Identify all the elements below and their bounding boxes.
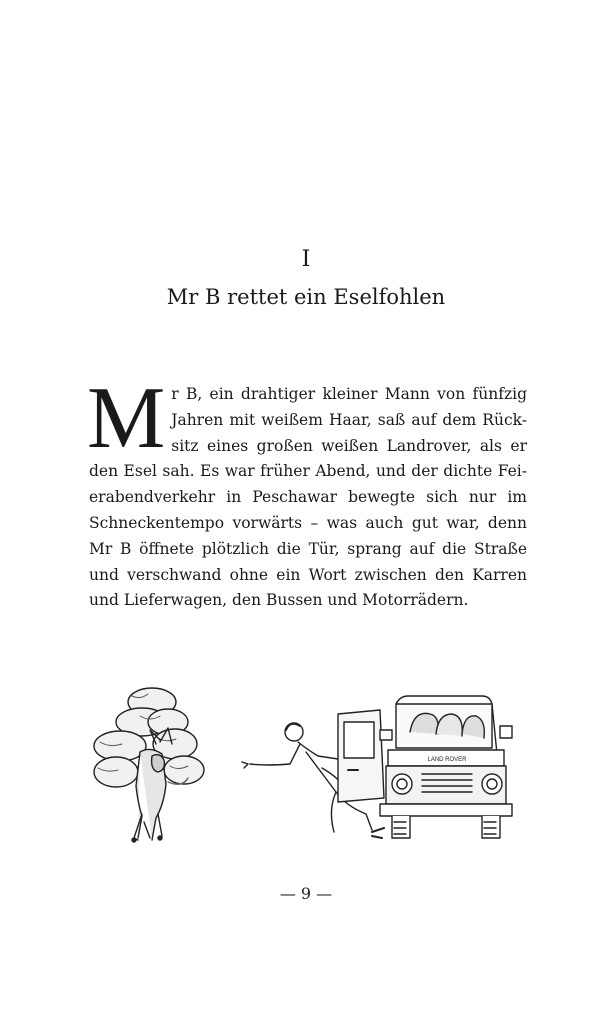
chapter-title: Mr B rettet ein Eselfohlen	[166, 285, 446, 309]
chapter-number: I	[301, 247, 311, 272]
paragraph-line: und Lieferwagen, den Bussen und Motorrädern.	[89, 591, 469, 610]
chapter-illustration	[80, 672, 530, 858]
paragraph-line: Schneckentempo vorwärts – was auch gut war, denn	[89, 513, 527, 532]
land-rover-drawing	[338, 696, 512, 838]
page-number: — 9 —	[279, 884, 333, 903]
paragraph-line: sitz eines großen weißen Landrover, als er	[171, 436, 527, 455]
paragraph-line: r B, ein drahtiger kleiner Mann von fünfzig	[171, 385, 527, 403]
paragraph-line: Jahren mit weißem Haar, saß auf dem Rück-	[171, 410, 527, 429]
paragraph-line: Mr B öffnete plötzlich die Tür, sprang auf die Straße	[89, 539, 527, 558]
paragraph-line: erabendverkehr in Peschawar bewegte sich nur im	[89, 488, 527, 507]
paragraph-line: den Esel sah. Es war früher Abend, und der dichte Fei-	[89, 462, 527, 481]
donkey-with-load-drawing	[94, 688, 204, 842]
drop-cap: M	[87, 370, 166, 467]
paragraph-line: und verschwand ohne ein Wort zwischen den Karren	[89, 565, 527, 584]
vehicle-badge: LAND ROVER	[427, 757, 467, 763]
chapter-paragraph	[87, 370, 527, 614]
